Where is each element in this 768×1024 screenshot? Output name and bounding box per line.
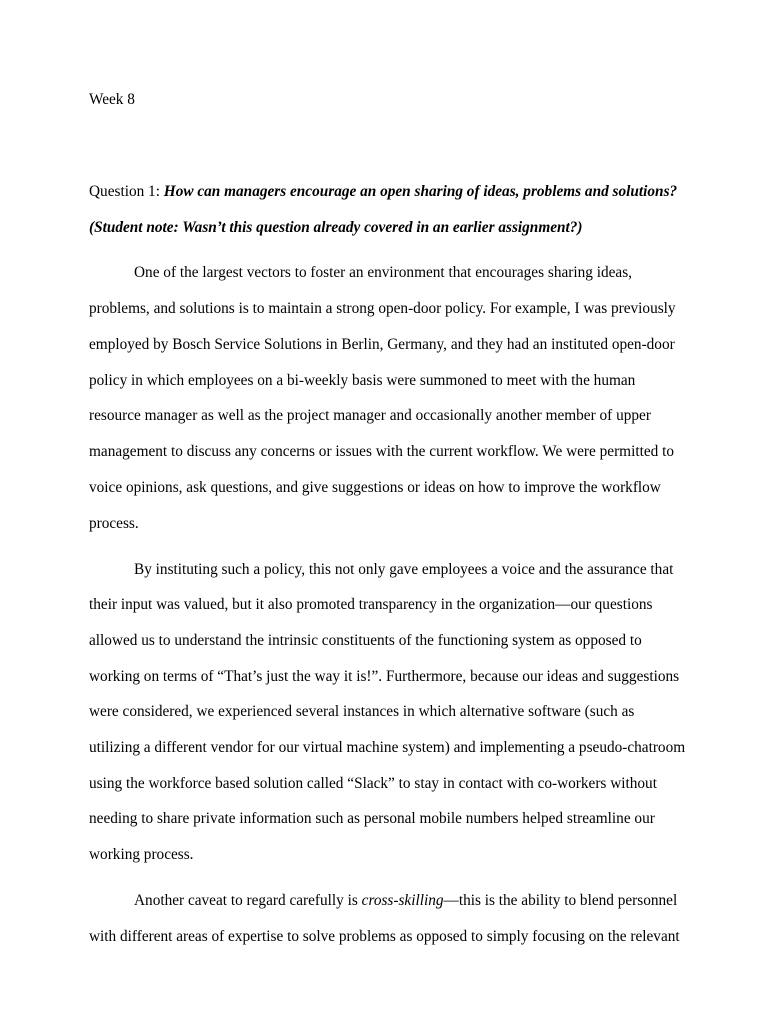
paragraph-3-emphasis: cross-skilling	[361, 892, 444, 909]
paragraph-1-line: management to discuss any concerns or issues with the current workflow. We were permitted to	[89, 443, 674, 460]
paragraph-2-line: were considered, we experienced several instances in which alternative software (such as	[89, 703, 635, 720]
paragraph-1-line: resource manager as well as the project manager and occasionally another member of upper	[89, 407, 651, 424]
question-note: (Student note: Wasn’t this question already covered in an earlier assignment?)	[89, 219, 583, 236]
paragraph-2-line: their input was valued, but it also promoted transparency in the organization—our questions	[89, 596, 653, 613]
paragraph-3-line: with different areas of expertise to solve problems as opposed to simply focusing on the relevant	[89, 928, 680, 945]
paragraph-3-line	[134, 892, 677, 910]
paragraph-2-line: allowed us to understand the intrinsic constituents of the functioning system as opposed to	[89, 632, 642, 649]
question-line	[89, 183, 677, 201]
paragraph-3-text: Another caveat to regard carefully is	[134, 892, 362, 909]
paragraph-2-line: working on terms of “That’s just the way it is!”. Furthermore, because our ideas and suggestions	[89, 668, 680, 685]
paragraph-1-line: One of the largest vectors to foster an environment that encourages sharing ideas,	[134, 264, 632, 281]
paragraph-2-line: By instituting such a policy, this not only gave employees a voice and the assurance that	[134, 561, 674, 578]
question-text: How can managers encourage an open sharing of ideas, problems and solutions?	[163, 183, 678, 200]
paragraph-2-line: working process.	[89, 846, 194, 863]
paragraph-1-line: problems, and solutions is to maintain a strong open-door policy. For example, I was previously	[89, 300, 676, 317]
paragraph-2-line: utilizing a different vendor for our virtual machine system) and implementing a pseudo-chatroom	[89, 739, 686, 756]
paragraph-2-line: needing to share private information such as personal mobile numbers helped streamline our	[89, 810, 655, 827]
paragraph-2-line: using the workforce based solution called “Slack” to stay in contact with co-workers without	[89, 775, 657, 792]
paragraph-1-line: voice opinions, ask questions, and give suggestions or ideas on how to improve the workflow	[89, 479, 661, 496]
paragraph-3-text: —this is the ability to blend personnel	[443, 892, 678, 909]
week-heading: Week 8	[89, 91, 135, 108]
paragraph-1-line: process.	[89, 515, 139, 532]
paragraph-1-line: policy in which employees on a bi-weekly basis were summoned to meet with the human	[89, 372, 636, 389]
paragraph-1-line: employed by Bosch Service Solutions in Berlin, Germany, and they had an instituted open-door	[89, 336, 675, 353]
question-label: Question 1:	[89, 183, 164, 200]
